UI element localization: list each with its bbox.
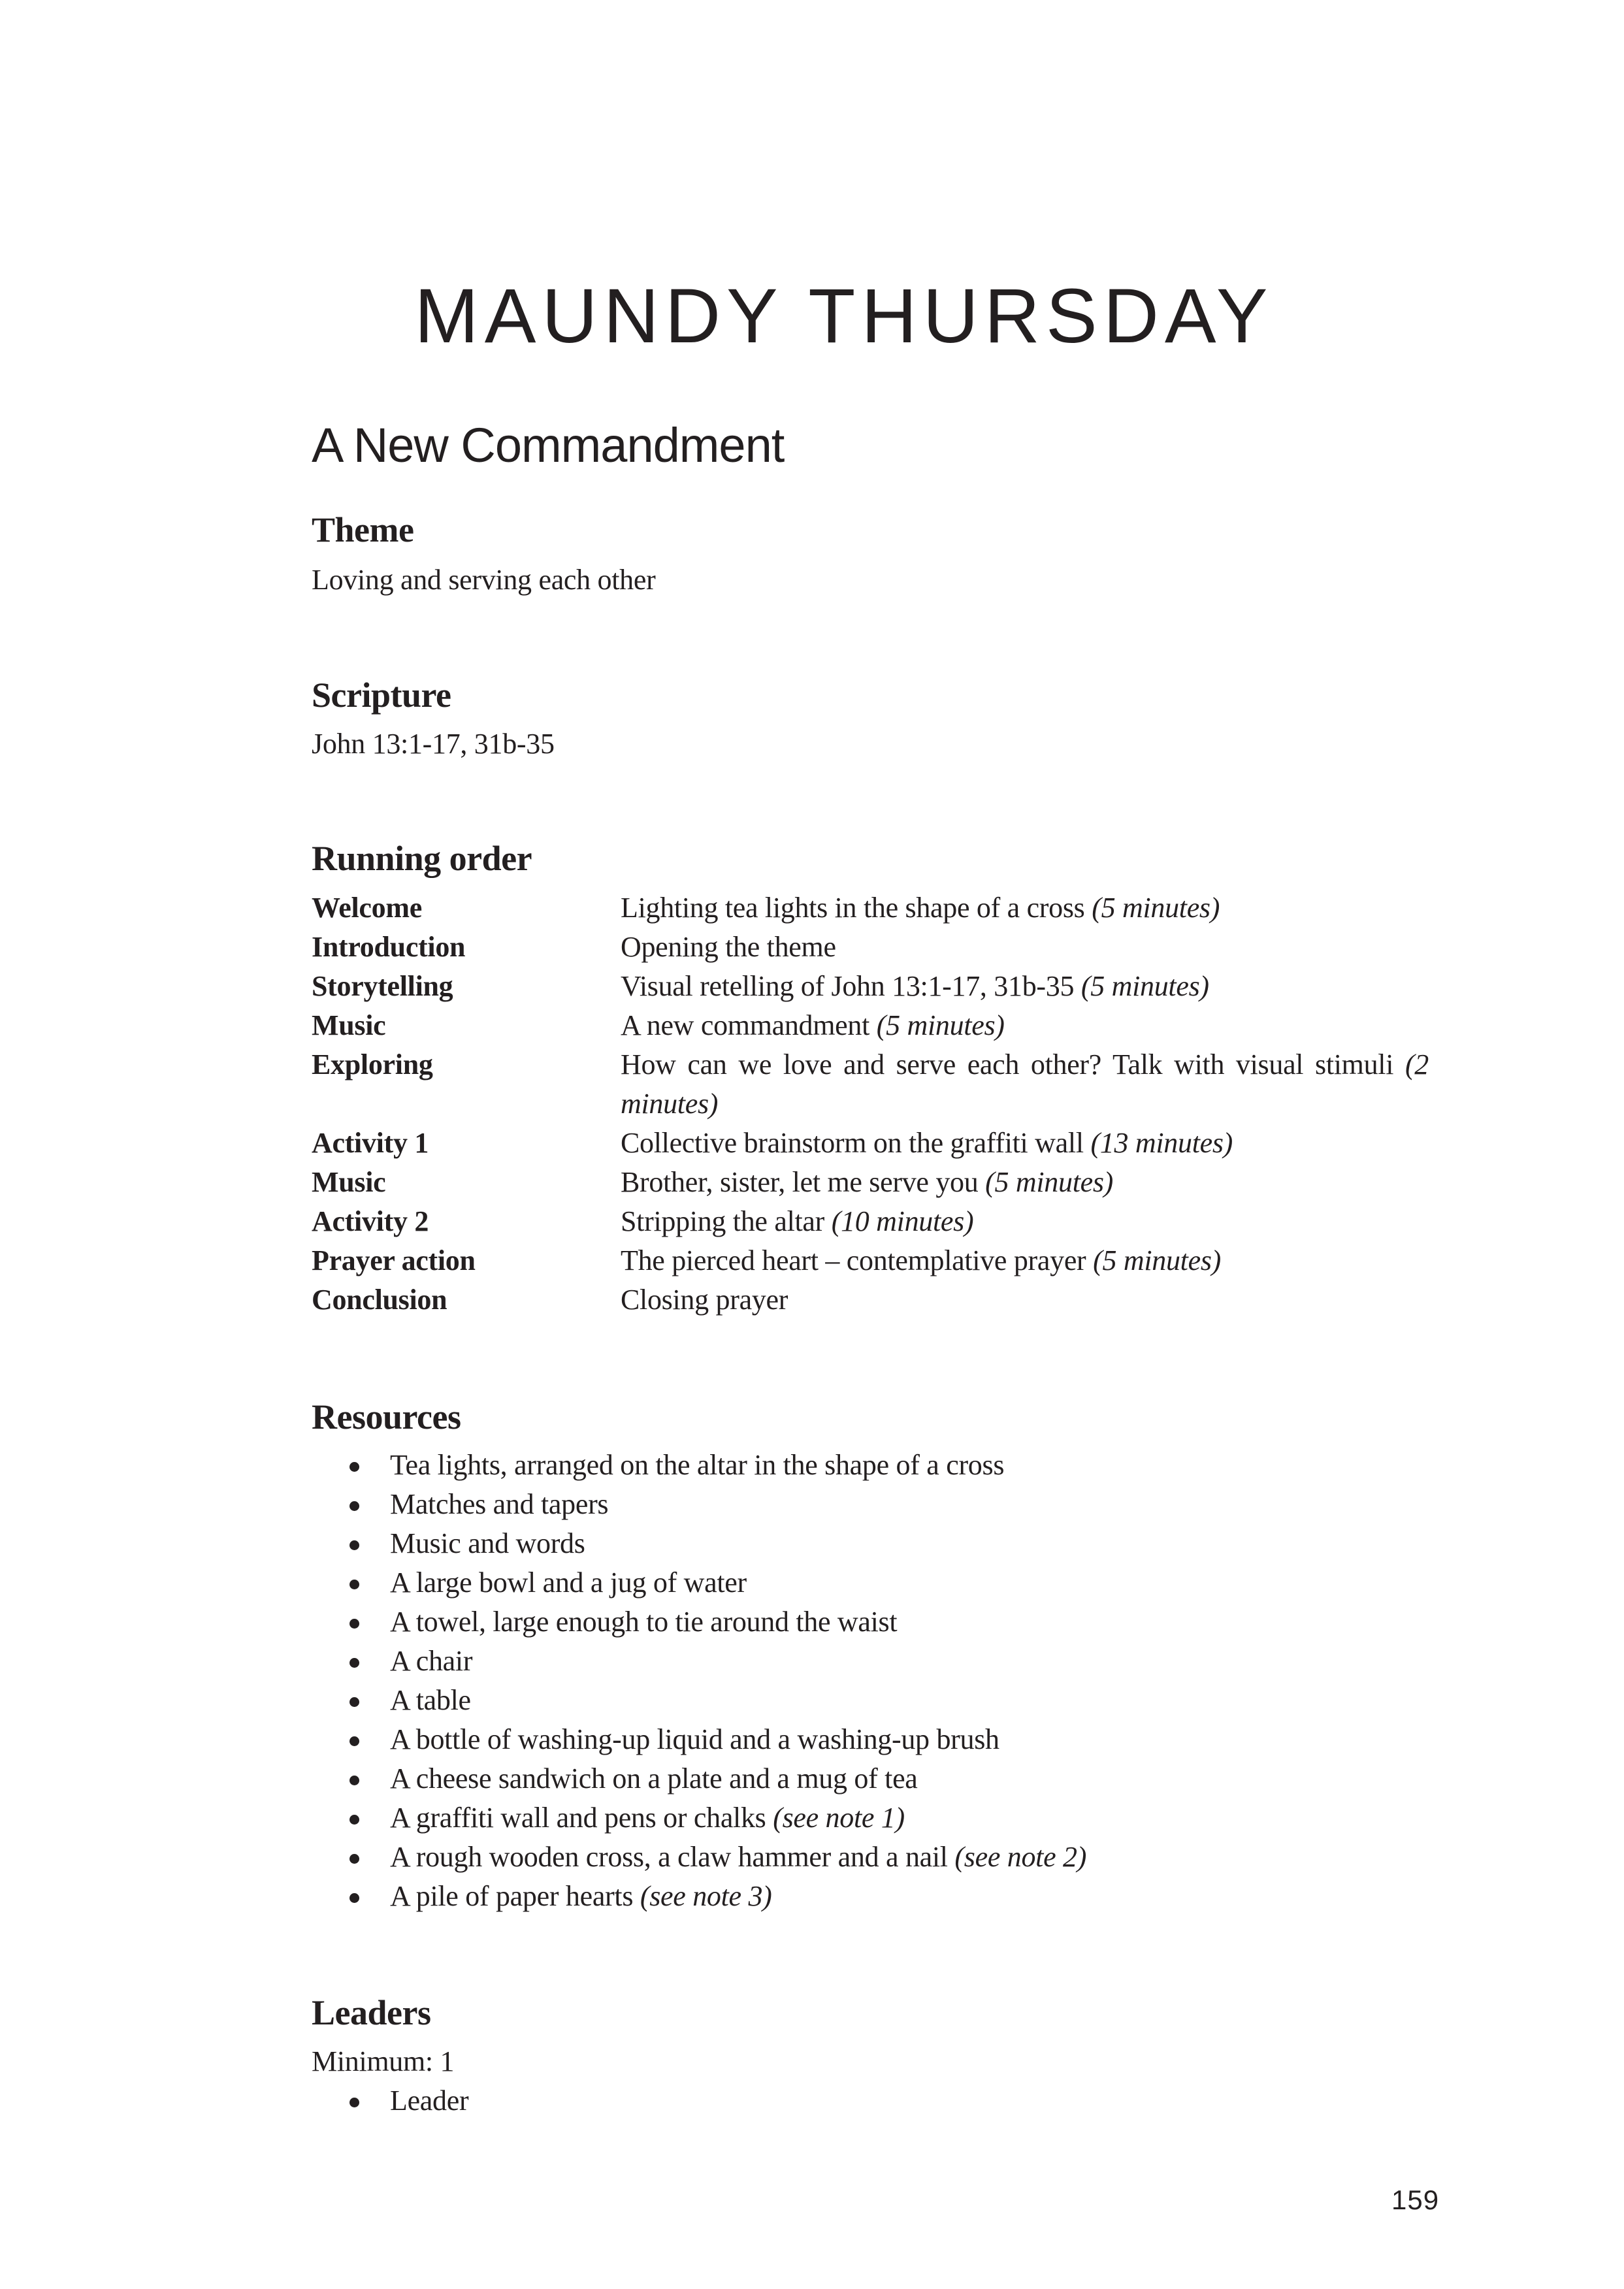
resource-text: A table xyxy=(390,1684,471,1716)
running-order-label: Activity 1 xyxy=(312,1127,429,1159)
running-order-text: The pierced heart – contemplative prayer xyxy=(621,1244,1086,1276)
bullet-icon xyxy=(349,1619,359,1629)
resource-note: (see note 2) xyxy=(954,1841,1087,1873)
leaders-heading: Leaders xyxy=(312,1993,431,2032)
running-order-label: Conclusion xyxy=(312,1284,447,1316)
running-order-row xyxy=(312,1163,1429,1202)
running-order-duration: (10 minutes) xyxy=(831,1205,974,1237)
bullet-icon xyxy=(349,2098,359,2107)
page-title: MAUNDY THURSDAY xyxy=(414,273,1274,359)
running-order-duration: (5 minutes) xyxy=(1092,892,1220,924)
running-order-duration: (5 minutes) xyxy=(1080,970,1209,1002)
bullet-icon xyxy=(349,1776,359,1785)
running-order-description xyxy=(621,1163,1429,1202)
running-order-duration: (5 minutes) xyxy=(985,1166,1114,1198)
theme-text: Loving and serving each other xyxy=(312,564,656,596)
running-order-description xyxy=(621,1045,1429,1124)
scripture-heading: Scripture xyxy=(312,675,451,715)
resource-text: A large bowl and a jug of water xyxy=(390,1567,747,1599)
running-order-heading: Running order xyxy=(312,839,532,878)
running-order-description xyxy=(621,967,1429,1006)
running-order-text: Stripping the altar xyxy=(621,1205,825,1237)
running-order-description xyxy=(621,1006,1429,1045)
scripture-text: John 13:1-17, 31b-35 xyxy=(312,728,555,760)
running-order-description xyxy=(621,1124,1429,1163)
running-order-label: Prayer action xyxy=(312,1244,476,1276)
resource-item xyxy=(312,1524,1086,1563)
running-order-label: Activity 2 xyxy=(312,1205,429,1237)
resource-text: A chair xyxy=(390,1645,473,1677)
running-order-label: Music xyxy=(312,1166,386,1198)
resource-item xyxy=(312,1485,1086,1524)
running-order-row xyxy=(312,967,1429,1006)
resource-item xyxy=(312,1798,1086,1838)
running-order-text: A new commandment xyxy=(621,1009,870,1041)
running-order-text: Collective brainstorm on the graffiti wall xyxy=(621,1127,1084,1159)
resource-text: Tea lights, arranged on the altar in the shape of a cross xyxy=(390,1449,1005,1481)
bullet-icon xyxy=(349,1893,359,1903)
bullet-icon xyxy=(349,1697,359,1707)
running-order-description xyxy=(621,888,1429,928)
resource-item xyxy=(312,1838,1086,1877)
bullet-icon xyxy=(349,1540,359,1550)
bullet-icon xyxy=(349,1501,359,1511)
running-order-duration: (5 minutes) xyxy=(1093,1244,1222,1276)
running-order-duration: (2 minutes) xyxy=(621,1048,1429,1120)
resource-text: A towel, large enough to tie around the waist xyxy=(390,1606,898,1638)
resource-text: A graffiti wall and pens or chalks xyxy=(390,1802,766,1834)
running-order-text: Opening the theme xyxy=(621,931,836,963)
page-number: 159 xyxy=(1391,2184,1440,2215)
resource-item xyxy=(312,1759,1086,1798)
running-order-text: Closing prayer xyxy=(621,1284,788,1316)
resource-note: (see note 3) xyxy=(640,1880,772,1912)
running-order-text: Visual retelling of John 13:1-17, 31b-35 xyxy=(621,970,1075,1002)
running-order-row xyxy=(312,1045,1429,1124)
running-order-text: How can we love and serve each other? Talk with visual stimuli xyxy=(621,1048,1394,1080)
resource-item xyxy=(312,1446,1086,1485)
bullet-icon xyxy=(349,1854,359,1864)
bullet-icon xyxy=(349,1815,359,1825)
resources-heading: Resources xyxy=(312,1397,461,1437)
page-subtitle: A New Commandment xyxy=(312,418,785,472)
leader-item xyxy=(312,2081,468,2120)
bullet-icon xyxy=(349,1658,359,1668)
running-order-row xyxy=(312,1006,1429,1045)
running-order-row xyxy=(312,888,1429,928)
running-order-description xyxy=(621,928,1429,967)
running-order-description xyxy=(621,1241,1429,1280)
running-order-description xyxy=(621,1202,1429,1241)
resource-item xyxy=(312,1642,1086,1681)
running-order-table xyxy=(312,888,1429,1320)
resource-item xyxy=(312,1681,1086,1720)
running-order-label: Welcome xyxy=(312,892,422,924)
resource-text: A bottle of washing-up liquid and a washing-up brush xyxy=(390,1723,999,1755)
running-order-row xyxy=(312,1280,1429,1320)
resource-text: Matches and tapers xyxy=(390,1488,609,1520)
resource-item xyxy=(312,1602,1086,1642)
running-order-label: Storytelling xyxy=(312,970,453,1002)
resource-text: A rough wooden cross, a claw hammer and a nail xyxy=(390,1841,948,1873)
running-order-description xyxy=(621,1280,1429,1320)
running-order-duration: (5 minutes) xyxy=(876,1009,1005,1041)
bullet-icon xyxy=(349,1462,359,1472)
resource-note: (see note 1) xyxy=(773,1802,905,1834)
leaders-minimum: Minimum: 1 xyxy=(312,2045,455,2077)
theme-heading: Theme xyxy=(312,510,414,549)
leaders-list xyxy=(312,2081,468,2120)
resource-text: Music and words xyxy=(390,1527,585,1559)
resource-text: A pile of paper hearts xyxy=(390,1880,634,1912)
resource-item xyxy=(312,1877,1086,1916)
running-order-label: Music xyxy=(312,1009,386,1041)
resource-text: A cheese sandwich on a plate and a mug of tea xyxy=(390,1762,918,1794)
running-order-duration: (13 minutes) xyxy=(1090,1127,1233,1159)
running-order-label: Exploring xyxy=(312,1048,433,1080)
running-order-row xyxy=(312,928,1429,967)
running-order-text: Brother, sister, let me serve you xyxy=(621,1166,979,1198)
running-order-text: Lighting tea lights in the shape of a cross xyxy=(621,892,1085,924)
bullet-icon xyxy=(349,1736,359,1746)
running-order-row xyxy=(312,1241,1429,1280)
running-order-row xyxy=(312,1124,1429,1163)
resource-item xyxy=(312,1563,1086,1602)
resource-item xyxy=(312,1720,1086,1759)
resources-list xyxy=(312,1446,1086,1916)
bullet-icon xyxy=(349,1580,359,1589)
running-order-label: Introduction xyxy=(312,931,466,963)
running-order-row xyxy=(312,1202,1429,1241)
leader-text: Leader xyxy=(390,2085,469,2117)
